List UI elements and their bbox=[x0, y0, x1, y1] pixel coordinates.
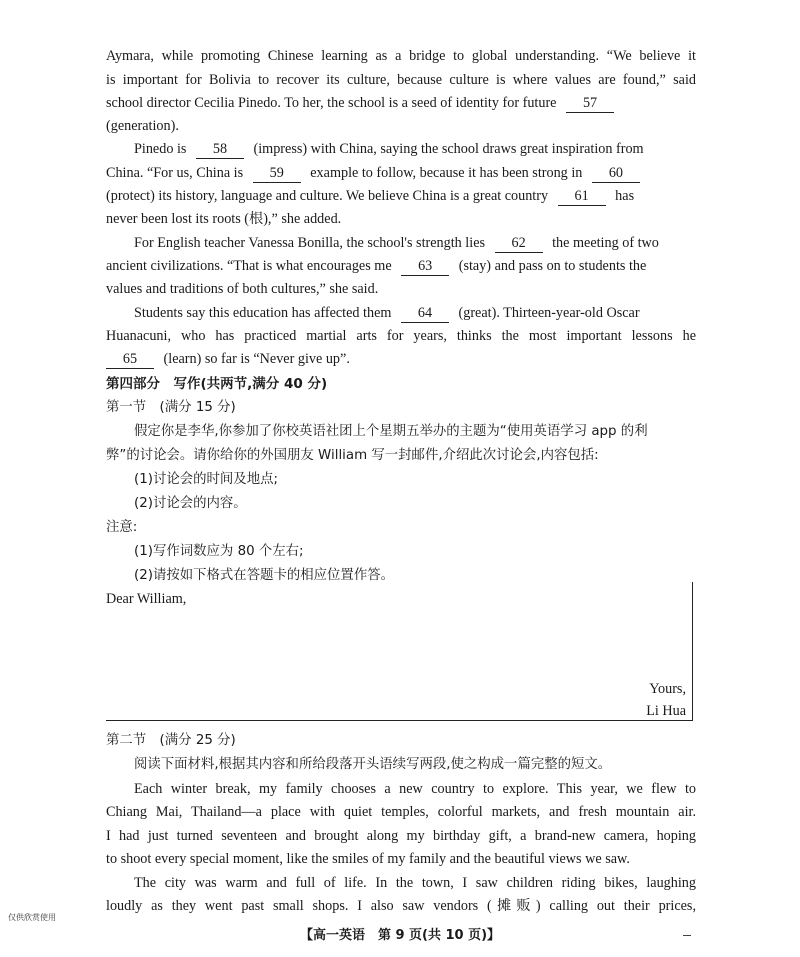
side-note: 仅供欣赏使用 bbox=[8, 913, 56, 922]
blank-61[interactable]: 61 bbox=[558, 187, 606, 206]
requirement-item: (1)讨论会的时间及地点; bbox=[134, 472, 278, 487]
blank-57[interactable]: 57 bbox=[566, 94, 614, 113]
blank-59[interactable]: 59 bbox=[253, 164, 301, 183]
passage-line: Aymara, while promoting Chinese learning as a bridge to global understanding. “We believe it bbox=[106, 48, 696, 64]
letter-format-box bbox=[106, 582, 693, 721]
blank-63[interactable]: 63 bbox=[401, 257, 449, 276]
story-line: loudly as they went past small shops. I also saw vendors (摊贩) calling out their prices, bbox=[106, 898, 696, 914]
passage-line: Huanacuni, who has practiced martial arts for years, thinks the most important lessons he bbox=[106, 328, 696, 344]
story-line: I had just turned seventeen and brought along my birthday gift, a brand-new camera, hoping bbox=[106, 828, 696, 844]
section2-title: 第二节 (满分 25 分) bbox=[106, 733, 236, 748]
passage-line: school director Cecilia Pinedo. To her, the school is a seed of identity for future 57 bbox=[106, 92, 696, 114]
passage-line: 65 (learn) so far is “Never give up”. bbox=[106, 348, 696, 370]
closing: Yours, bbox=[649, 681, 686, 697]
section1-prompt: 假定你是李华,你参加了你校英语社团上个星期五举办的主题为“使用英语学习 app 的利 bbox=[134, 424, 648, 439]
section1-prompt: 弊”的讨论会。请你给你的外国朋友 William 写一封邮件,介绍此次讨论会,内容包括: bbox=[106, 448, 599, 463]
passage-line: (generation). bbox=[106, 118, 179, 134]
story-line: Each winter break, my family chooses a new country to explore. This year, we flew to bbox=[134, 781, 696, 797]
passage-line: For English teacher Vanessa Bonilla, the school's strength lies 62 the meeting of two bbox=[134, 235, 659, 251]
signature: Li Hua bbox=[646, 703, 686, 719]
part4-heading: 第四部分 写作(共两节,满分 40 分) bbox=[106, 376, 328, 392]
section2-instruction: 阅读下面材料,根据其内容和所给段落开头语续写两段,使之构成一篇完整的短文。 bbox=[134, 757, 612, 772]
requirement-item: (2)讨论会的内容。 bbox=[134, 496, 247, 511]
story-line: The city was warm and full of life. In the town, I saw children riding bikes, laughing bbox=[134, 875, 696, 891]
passage-line: Students say this education has affected them 64 (great). Thirteen-year-old Oscar bbox=[134, 305, 640, 321]
story-line: Chiang Mai, Thailand—a place with quiet temples, colorful markets, and fresh mountain air. bbox=[106, 804, 696, 820]
note-item: (1)写作词数应为 80 个左右; bbox=[134, 544, 304, 559]
blank-65[interactable]: 65 bbox=[106, 350, 154, 369]
passage-line: is important for Bolivia to recover its culture, because culture is where values are found,” said bbox=[106, 72, 696, 88]
note-label: 注意: bbox=[106, 520, 138, 535]
passage-line: Pinedo is 58 (impress) with China, saying the school draws great inspiration from bbox=[134, 141, 644, 157]
page-footer: 【高一英语 第 9 页(共 10 页)】 bbox=[299, 928, 501, 943]
passage-line: ancient civilizations. “That is what encourages me 63 (stay) and pass on to students the bbox=[106, 258, 647, 274]
passage-line: values and traditions of both cultures,” she said. bbox=[106, 281, 379, 297]
blank-60[interactable]: 60 bbox=[592, 164, 640, 183]
passage-line: never been lost its roots (根),” she added. bbox=[106, 211, 342, 227]
story-line: to shoot every special moment, like the smiles of my family and the beautiful views we saw. bbox=[106, 851, 630, 867]
footer-mark bbox=[683, 935, 691, 936]
blank-58[interactable]: 58 bbox=[196, 140, 244, 159]
section1-title: 第一节 (满分 15 分) bbox=[106, 400, 236, 415]
blank-62[interactable]: 62 bbox=[495, 234, 543, 253]
passage-line: China. “For us, China is 59 example to follow, because it has been strong in 60 bbox=[106, 162, 696, 184]
blank-64[interactable]: 64 bbox=[401, 304, 449, 323]
note-item: (2)请按如下格式在答题卡的相应位置作答。 bbox=[134, 568, 394, 583]
passage-line: (protect) its history, language and culture. We believe China is a great country 61 has bbox=[106, 188, 635, 204]
salutation: Dear William, bbox=[106, 591, 187, 607]
